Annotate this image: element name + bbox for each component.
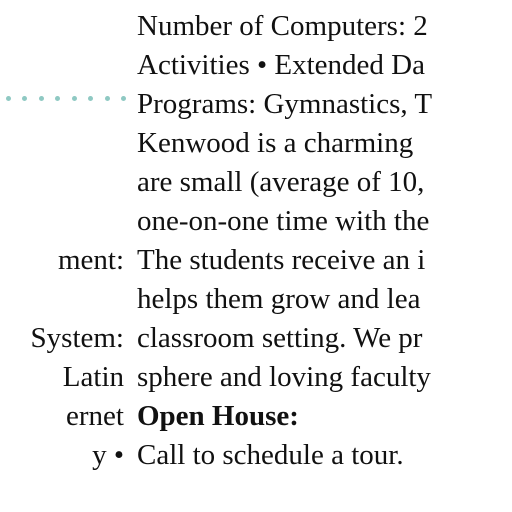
left-line: ernet — [66, 400, 124, 432]
right-column — [137, 0, 512, 512]
body-line: Call to schedule a tour. — [137, 439, 404, 471]
body-line: Activities • Extended Da — [137, 49, 425, 81]
left-line: Latin — [62, 361, 124, 393]
left-line: ment: — [57, 244, 124, 276]
divider-dot — [72, 96, 77, 101]
dotted-divider — [6, 88, 126, 108]
divider-dot — [55, 96, 60, 101]
body-line: Number of Computers: 2 — [137, 10, 428, 42]
divider-dot — [6, 96, 11, 101]
open-house-heading: Open House: — [137, 400, 299, 432]
body-line: helps them grow and lea — [137, 283, 421, 315]
body-line: The students receive an i — [137, 244, 426, 276]
body-line: are small (average of 10, — [137, 166, 425, 198]
left-column — [0, 0, 128, 512]
left-line: y • — [92, 439, 124, 471]
body-line: sphere and loving faculty — [137, 361, 431, 393]
divider-dot — [121, 96, 126, 101]
body-line: Programs: Gymnastics, T — [137, 88, 433, 120]
divider-dot — [105, 96, 110, 101]
body-line: classroom setting. We pr — [137, 322, 423, 354]
body-line: one-on-one time with the — [137, 205, 430, 237]
divider-dot — [88, 96, 93, 101]
divider-dot — [22, 96, 27, 101]
divider-dot — [39, 96, 44, 101]
left-line: System: — [30, 322, 124, 354]
body-line: Kenwood is a charming — [137, 127, 414, 159]
